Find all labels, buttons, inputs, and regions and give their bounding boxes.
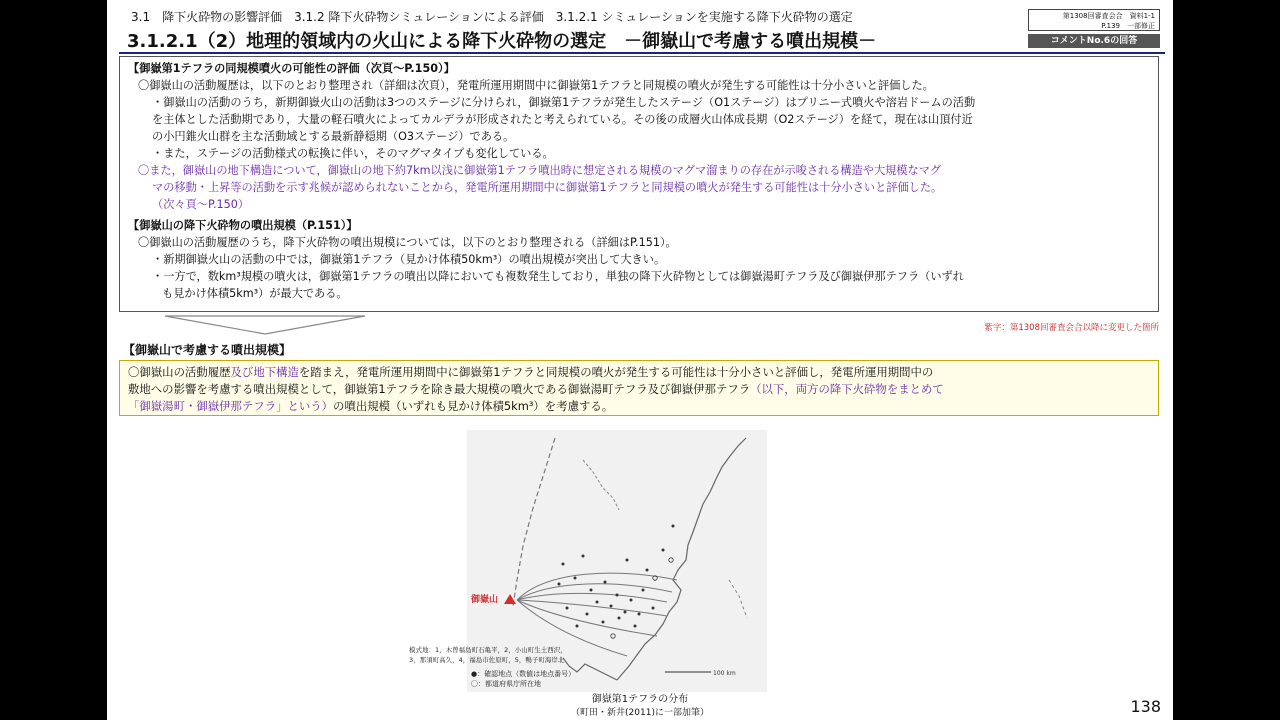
scale-text-3: も見かけ体積5km³）が最大である。	[162, 287, 348, 300]
conclusion-box	[119, 360, 1159, 416]
slide	[107, 0, 1173, 720]
conclusion-heading: 【御嶽山で考慮する噴出規模】	[123, 343, 292, 357]
document-reference	[1028, 9, 1160, 31]
conclusion-text: の噴出規模（いずれも見かけ体積5km³）を考慮する。	[333, 399, 614, 413]
scale-heading: 【御嶽山の降下火砕物の噴出規模（P.151）】	[128, 219, 358, 232]
conclusion-line-2	[128, 381, 1150, 398]
legend-dot: ●：確認地点（数値は地点番号）	[471, 670, 576, 678]
map-figure	[409, 430, 767, 692]
document-reference-line2: P.139 一部修正	[1101, 22, 1155, 30]
locality-text-2: 3，那須町高久，4，福島市佐原町，5，鴨子町海岸北	[409, 656, 565, 664]
volcano-label: 御嶽山	[471, 595, 499, 605]
document-reference-line1: 第1308回審査会合 資料1-1	[1062, 12, 1155, 20]
conclusion-text: を踏まえ，発電所運用期間中に御嶽第1テフラと同規模の噴火が発生する可能性は十分小さいと評価し，発電所運用期間中の	[298, 365, 934, 379]
evaluation-summary: 〇御嶽山の活動履歴は，以下のとおり整理され（詳細は次頁），発電所運用期間中に御嶽第1テフラと同規模の噴火が発生する可能性は十分小さいと評価した。	[138, 79, 934, 92]
conclusion-text: 敷地への影響を考慮する噴出規模として，御嶽第1テフラを除き最大規模の噴火である御嶽湯町テフラ及び御嶽伊那テフラ	[128, 382, 751, 396]
structure-text-1: 〇また，御嶽山の地下構造について，御嶽山の地下約7km以浅に御嶽第1テフラ噴出時に想定される規模のマグマ溜まりの存在が示唆される構造や大規模なマグ	[138, 164, 942, 177]
conclusion-added-text: 及び地下構造	[230, 365, 299, 379]
stage-text-3: の小円錐火山群を主な活動域とする最新静穏期（O3ステージ）である。	[152, 130, 515, 143]
conclusion-text: 〇御嶽山の活動履歴	[128, 365, 231, 379]
breadcrumb: 3.1 降下火砕物の影響評価 3.1.2 降下火砕物シミュレーションによる評価 3.1.2.1 シミュレーションを実施する降下火砕物の選定	[131, 10, 853, 24]
legend-circle: 〇：都道府県庁所在地	[471, 680, 541, 688]
scale-text-2: ・一方で，数km³規模の噴火は，御嶽第1テフラの噴出以降においても複数発生しており，単独の降下火砕物としては御嶽湯町テフラ及び御嶽伊那テフラ（いずれ	[152, 270, 964, 283]
stage-text-1: ・御嶽山の活動のうち，新期御嶽火山の活動は3つのステージに分けられ，御嶽第1テフラが発生したステージ（O1ステージ）はプリニー式噴火や溶岩ドームの活動	[152, 96, 976, 109]
scale-summary: 〇御嶽山の活動履歴のうち，降下火砕物の噴出規模については，以下のとおり整理される（詳細はP.151）。	[138, 236, 677, 249]
magma-type-text: ・また，ステージの活動様式の転換に伴い，そのマグマタイプも変化している。	[152, 147, 554, 160]
scale-text-1: ・新期御嶽火山の活動の中では，御嶽第1テフラ（見かけ体積50km³）の噴出規模が突出して大きい。	[152, 253, 666, 266]
change-note: 紫字：第1308回審査会合以降に変更した箇所	[984, 323, 1159, 333]
stage-text-2: を主体とした活動期であり，大量の軽石噴火によってカルデラが形成されたと考えられている。その後の成層火山体成長期（O2ステージ）を経て，現在は山頂付近	[152, 113, 973, 126]
locality-text-1: 模式地：1，木曽福島町石亀平，2，小山町生土西沢，	[409, 646, 567, 654]
page-title: 3.1.2.1（2）地理的領域内の火山による降下火砕物の選定 －御嶽山で考慮する噴出規模－	[127, 31, 877, 52]
page-number: 138	[1130, 697, 1161, 716]
scale-label: 100 km	[713, 670, 736, 677]
structure-text-2: マの移動・上昇等の活動を示す兆候が認められないことから，発電所運用期間中に御嶽第1テフラと同規模の噴火が発生する可能性は十分小さいと評価した。	[152, 181, 943, 194]
conclusion-added-text: 「御嶽湯町・御嶽伊那テフラ」という）	[128, 399, 334, 413]
map-caption: 御嶽第1テフラの分布	[591, 694, 689, 705]
comment-badge: コメントNo.6の回答	[1028, 34, 1160, 48]
conclusion-line-1	[128, 364, 1150, 381]
evaluation-heading: 【御嶽第1テフラの同規模噴火の可能性の評価（次頁～P.150）】	[128, 62, 455, 75]
conclusion-added-text: （以下，両方の降下火砕物をまとめて	[750, 382, 944, 396]
map-credit: （町田・新井(2011)に一部加筆）	[571, 708, 709, 718]
structure-text-3: （次々頁～P.150）	[152, 198, 250, 211]
evaluation-box	[119, 56, 1159, 312]
title-divider	[119, 52, 1165, 54]
conclusion-line-3	[128, 398, 1150, 415]
down-chevron-icon	[165, 314, 365, 336]
tephra-distribution-map	[409, 430, 767, 692]
